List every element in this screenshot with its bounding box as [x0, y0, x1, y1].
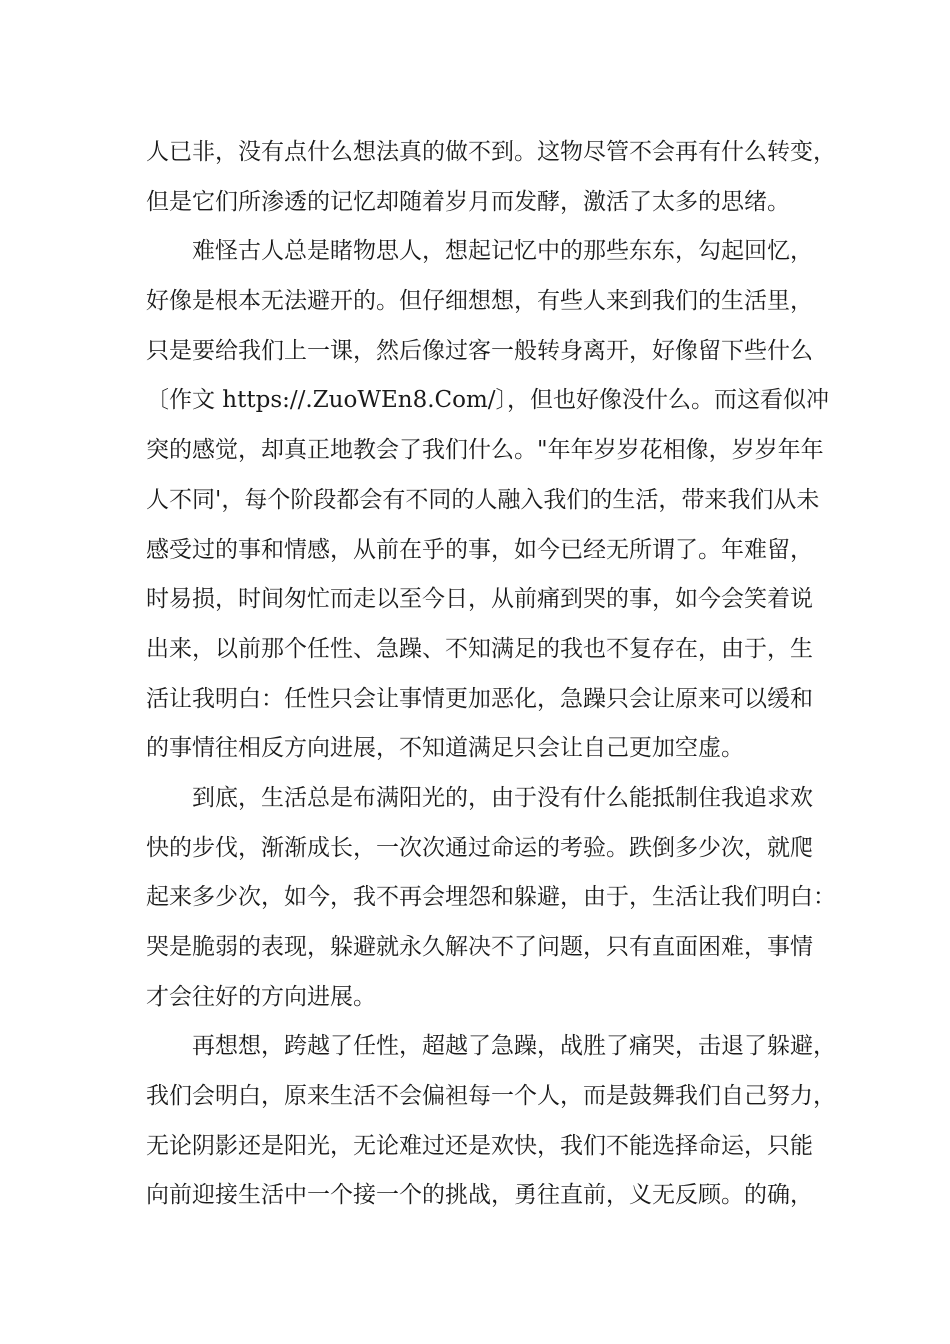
text-line: 人已非，没有点什么想法真的做不到。这物尽管不会再有什么转变，: [146, 139, 836, 165]
text-line: 向前迎接生活中一个接一个的挑战，勇往直前，义无反顾。的确，: [146, 1182, 813, 1209]
text-line: 好像是根本无法避开的。但仔细想想，有些人来到我们的生活里，: [146, 288, 813, 315]
paragraph-start-line: 难怪古人总是睹物思人，想起记忆中的那些东东，勾起回忆，: [192, 238, 813, 265]
text-line: 活让我明白：任性只会让事情更加恶化，急躁只会让原来可以缓和: [146, 685, 813, 712]
text-line: 只是要给我们上一课，然后像过客一般转身离开，好像留下些什么: [146, 337, 813, 364]
text-line: 快的步伐，渐渐成长，一次次通过命运的考验。跌倒多少次，就爬: [146, 834, 813, 861]
paragraph-start-line: 再想想，跨越了任性，超越了急躁，战胜了痛哭，击退了躲避，: [192, 1033, 836, 1060]
essay-body: [146, 128, 846, 1221]
text-line: 时易损，时间匆忙而走以至今日，从前痛到哭的事，如今会笑着说: [146, 586, 813, 613]
paragraph-start-line: 到底，生活总是布满阳光的，由于没有什么能抵制住我追求欢: [192, 784, 813, 811]
text-line: 但是它们所渗透的记忆却随着岁月而发酵，激活了太多的思绪。: [146, 188, 790, 215]
text-line: 的事情往相反方向进展，不知道满足只会让自己更加空虚。: [146, 735, 744, 762]
text-line: 无论阴影还是阳光，无论难过还是欢快，我们不能选择命运，只能: [146, 1132, 813, 1159]
text-line: 才会往好的方向进展。: [146, 983, 376, 1010]
text-line: 人不同'，每个阶段都会有不同的人融入我们的生活，带来我们从未: [146, 486, 820, 513]
text-line: 出来，以前那个任性、急躁、不知满足的我也不复存在，由于，生: [146, 635, 813, 662]
text-line: 哭是脆弱的表现，躲避就永久解决不了问题，只有直面困难，事情: [146, 934, 813, 960]
text-line: 〔作文 https://.ZuoWEn8.Com/〕，但也好像没什么。而这看似冲: [146, 387, 830, 414]
text-line: 突的感觉，却真正地教会了我们什么。"年年岁岁花相像，岁岁年年: [146, 437, 824, 464]
text-line: 我们会明白，原来生活不会偏袒每一个人，而是鼓舞我们自己努力，: [146, 1083, 836, 1110]
text-line: 起来多少次，如今，我不再会埋怨和躲避，由于，生活让我们明白：: [146, 884, 836, 911]
text-line: 感受过的事和情感，从前在乎的事，如今已经无所谓了。年难留，: [146, 536, 813, 563]
